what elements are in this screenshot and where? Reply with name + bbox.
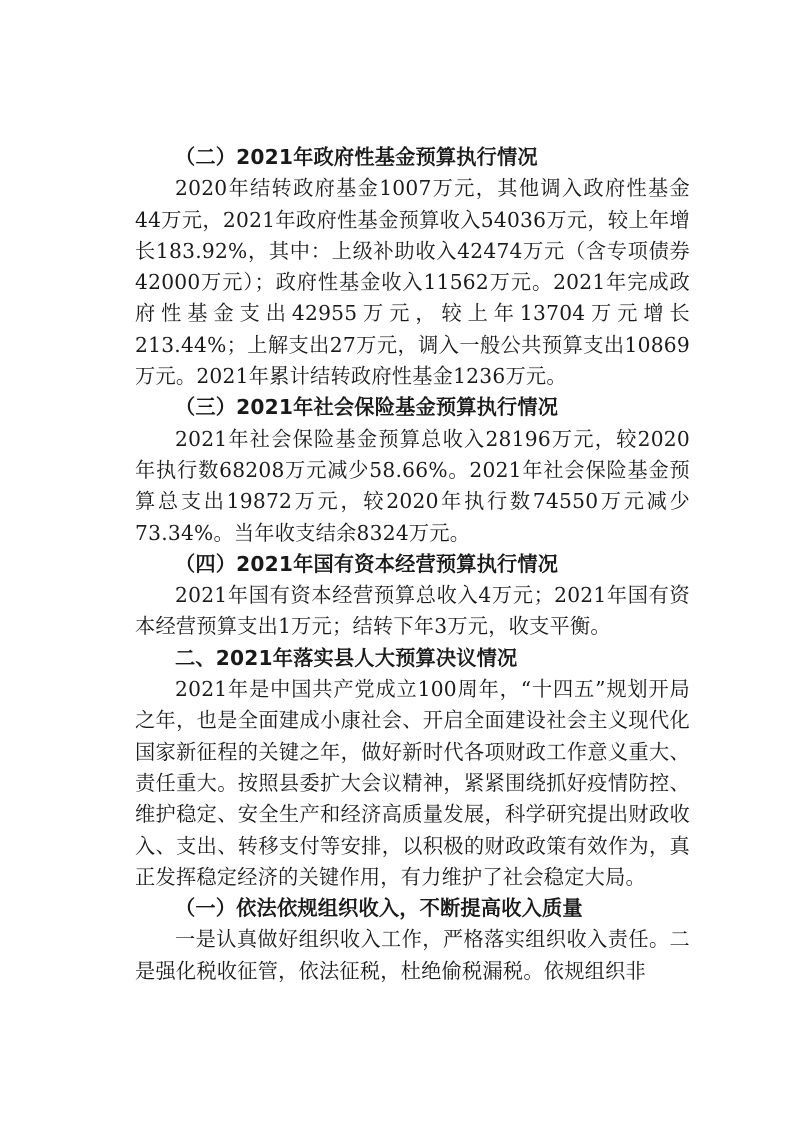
section-heading-revenue-collection: （一）依法依规组织收入，不断提高收入质量	[175, 896, 583, 921]
paragraph-revenue-collection: 一是认真做好组织收入工作，严格落实组织收入责任。二是强化税收征管，依法征税，杜绝偷税漏税。依规组织非	[135, 927, 690, 983]
paragraph-budget-resolution: 2021年是中国共产党成立100周年，“十四五”规划开局之年，也是全面建成小康社会、开启全面建设社会主义现代化国家新征程的关键之年，做好新时代各项财政工作意义重大、责任重大。按照县委扩大会议精神，紧紧围绕抓好疫情防控、维护稳定、安全生产和经济高质量发展，科学研究提出财政收入、支出、转移支付等安排，以积极的财政政策有效作为，真正发挥稳定经济的关键作用，有力维护了社会稳定大局。	[135, 677, 690, 889]
paragraph-state-capital: 2021年国有资本经营预算总收入4万元；2021年国有资本经营预算支出1万元；结转下年3万元，收支平衡。	[135, 583, 690, 639]
paragraph-social-insurance-fund: 2021年社会保险基金预算总收入28196万元，较2020年执行数68208万元减少58.66%。2021年社会保险基金预算总支出19872万元，较2020年执行数74550万元减少73.34%。当年收支结余8324万元。	[135, 426, 690, 545]
paragraph-government-fund: 2020年结转政府基金1007万元，其他调入政府性基金44万元，2021年政府性基金预算收入54036万元，较上年增长183.92%，其中：上级补助收入42474万元（含专项债券42000万元）；政府性基金收入11562万元。2021年完成政府性基金支出42955万元，较上年13704万元增长213.44%；上解支出27万元，调入一般公共预算支出10869万元。2021年累计结转政府性基金1236万元。	[135, 176, 690, 389]
section-heading-state-capital: （四）2021年国有资本经营预算执行情况	[175, 551, 559, 576]
document-body	[135, 142, 690, 987]
section-heading-government-fund: （二）2021年政府性基金预算执行情况	[175, 145, 538, 169]
section-heading-social-insurance-fund: （三）2021年社会保险基金预算执行情况	[175, 395, 559, 420]
section-heading-budget-resolution: 二、2021年落实县人大预算决议情况	[175, 645, 518, 670]
